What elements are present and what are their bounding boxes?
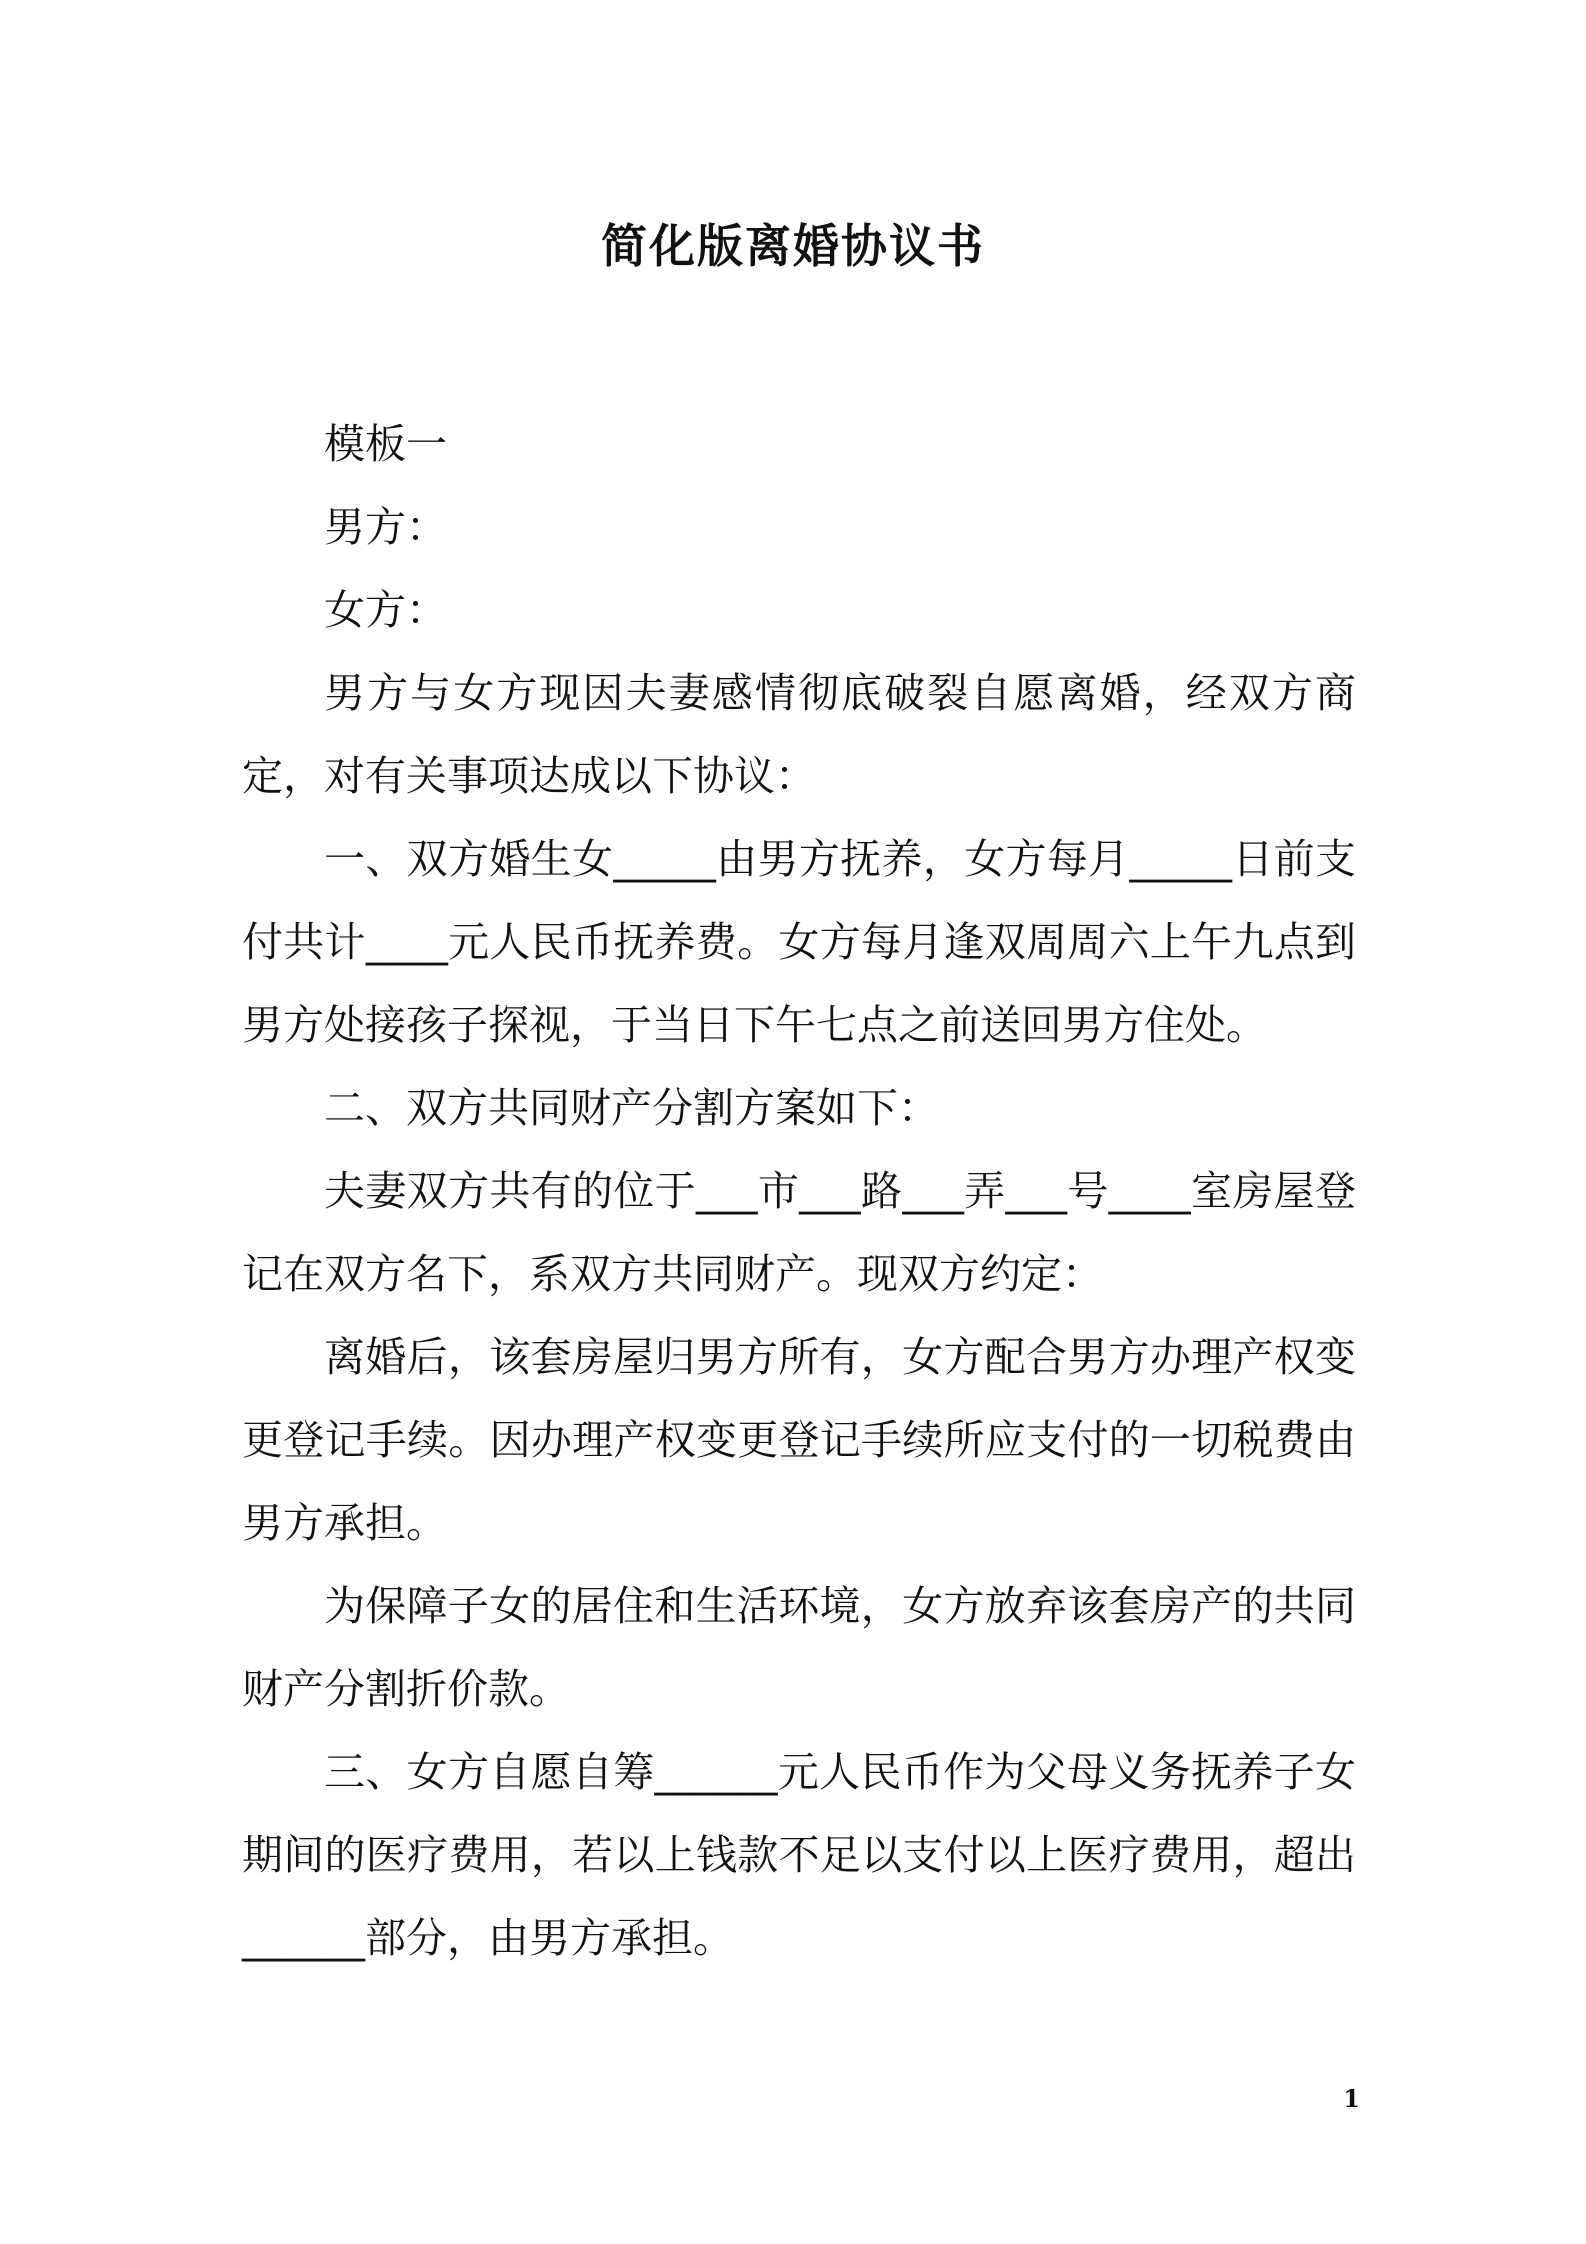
property-ownership-paragraph: 离婚后，该套房屋归男方所有，女方配合男方办理产权变更登记手续。因办理产权变更登记手续所应支付的一切税费由男方承担。 [242,1333,1356,1547]
document-title: 简化版离婚协议书 [601,219,985,273]
page-number: 1 [1343,2084,1360,2113]
clause-3-paragraph: 三、女方自愿自筹______元人民币作为父母义务抚养子女期间的医疗费用，若以上钱款不足以支付以上医疗费用，超出______部分，由男方承担。 [242,1748,1356,1962]
property-location-paragraph: 夫妻双方共有的位于___市___路___弄___号____室房屋登记在双方名下，系双方共同财产。现双方约定： [242,1167,1356,1298]
intro-paragraph: 男方与女方现因夫妻感情彻底破裂自愿离婚，经双方商定，对有关事项达成以下协议： [242,669,1356,800]
clause-2-heading: 二、双方共同财产分割方案如下： [324,1084,939,1132]
male-party-label: 男方： [324,503,447,551]
clause-1-paragraph: 一、双方婚生女_____由男方抚养，女方每月_____日前支付共计____元人民币抚养费。女方每月逢双周周六上午九点到男方处接孩子探视，于当日下午七点之前送回男方住处。 [242,835,1356,1049]
female-party-label: 女方： [324,586,447,634]
document-body [242,403,1356,1980]
property-waiver-paragraph: 为保障子女的居住和生活环境，女方放弃该套房产的共同财产分割折价款。 [242,1582,1356,1713]
template-label: 模板一 [324,420,447,468]
